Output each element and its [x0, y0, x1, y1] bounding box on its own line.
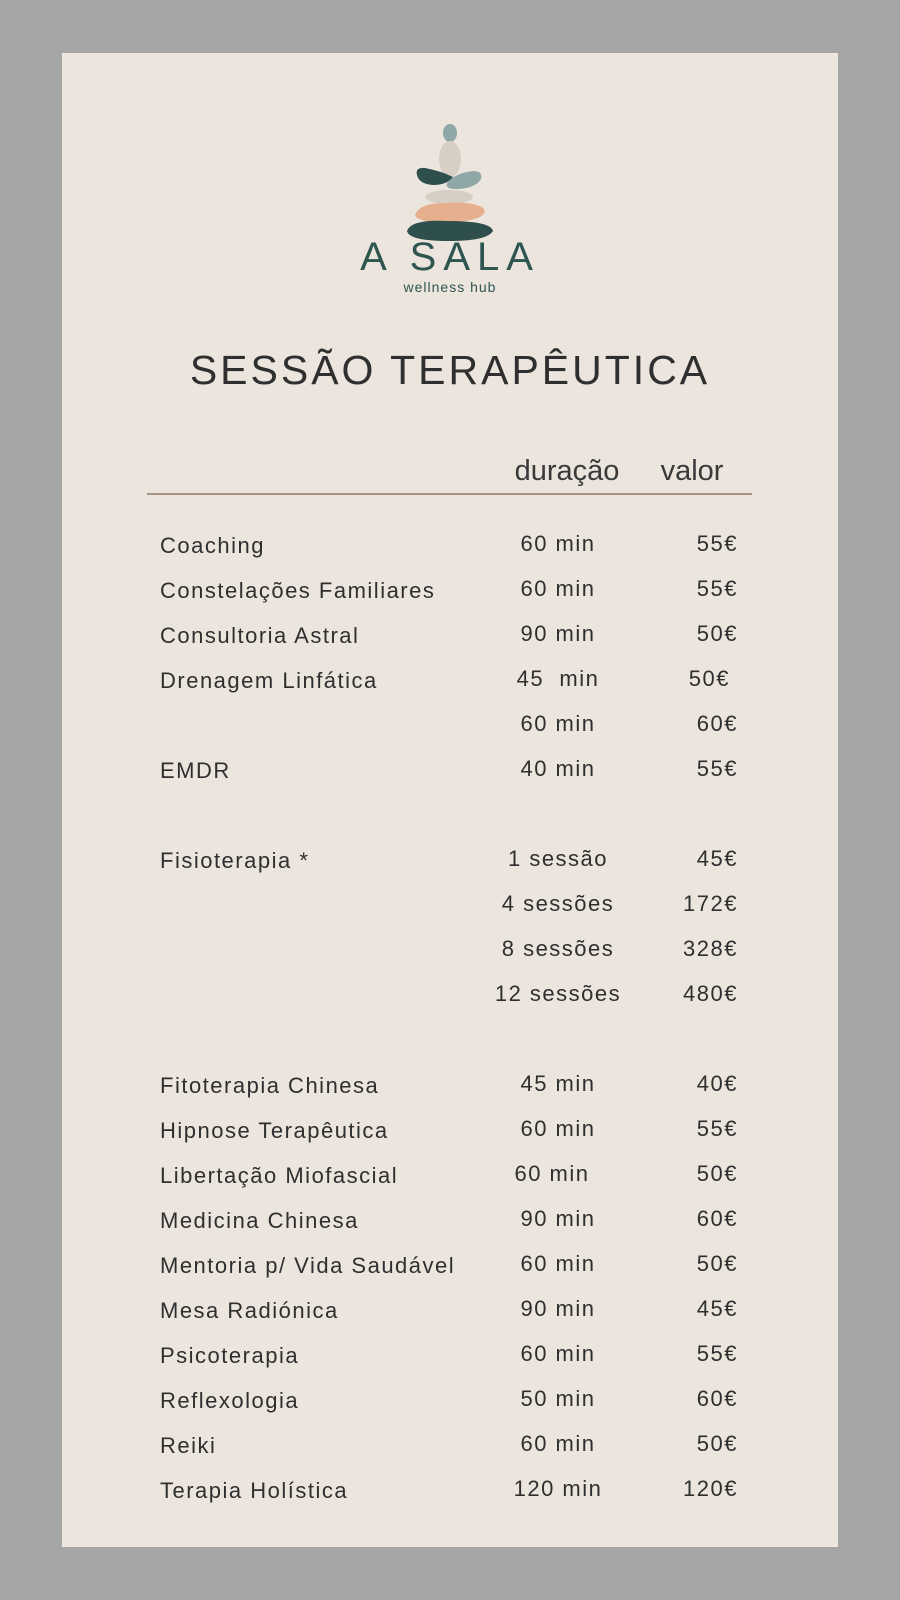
service-duration: 60 min	[520, 1251, 596, 1276]
price-column-header: valor	[660, 455, 724, 487]
service-price: 120€	[683, 1476, 738, 1501]
table-row	[160, 973, 760, 1018]
service-duration: 90 min	[520, 621, 596, 646]
service-price: 55€	[696, 756, 738, 781]
table-row	[160, 568, 760, 613]
service-duration: 50 min	[520, 1386, 596, 1411]
brand-tagline: wellness hub	[403, 279, 497, 295]
service-duration: 1 sessão	[507, 846, 609, 871]
service-duration: 12 sessões	[494, 981, 622, 1006]
table-row	[160, 1243, 760, 1288]
service-price: 60€	[696, 711, 738, 736]
service-duration: 40 min	[520, 756, 596, 781]
table-row	[160, 883, 760, 928]
service-price: 480€	[683, 981, 738, 1006]
service-name: Coaching	[160, 533, 265, 558]
service-name: Fitoterapia Chinesa	[160, 1073, 380, 1098]
service-price: 60€	[696, 1206, 738, 1231]
table-row	[160, 1333, 760, 1378]
table-row	[160, 523, 760, 568]
service-price: 55€	[696, 1116, 738, 1141]
service-duration: 90 min	[520, 1296, 596, 1321]
service-duration: 60 min	[520, 1431, 596, 1456]
service-name: Medicina Chinesa	[160, 1208, 359, 1233]
table-row	[160, 1378, 760, 1423]
service-price: 45€	[696, 1296, 738, 1321]
service-name: EMDR	[160, 758, 231, 783]
service-name: Terapia Holística	[160, 1478, 349, 1503]
page-title: SESSÃO TERAPÊUTICA	[189, 347, 711, 393]
table-row	[160, 613, 760, 658]
service-name: Hipnose Terapêutica	[160, 1118, 389, 1143]
service-name: Constelações Familiares	[160, 578, 436, 603]
table-row	[160, 658, 760, 703]
service-name: Fisioterapia *	[160, 848, 310, 873]
service-duration: 60 min	[520, 1116, 596, 1141]
service-duration: 60 min	[520, 576, 596, 601]
table-row	[160, 1423, 760, 1468]
service-price: 40€	[696, 1071, 738, 1096]
service-name: Mesa Radiónica	[160, 1298, 339, 1323]
stacked-stones-logo-icon	[395, 123, 505, 243]
duration-column-header: duração	[514, 455, 620, 487]
price-card	[62, 53, 838, 1547]
service-price: 328€	[683, 936, 738, 961]
service-price: 55€	[696, 1341, 738, 1366]
service-name: Reiki	[160, 1433, 217, 1458]
service-name: Drenagem Linfática	[160, 668, 378, 693]
table-header	[147, 453, 752, 495]
service-duration: 60 min	[520, 1341, 596, 1366]
service-price: 50€	[688, 666, 730, 691]
service-duration: 90 min	[520, 1206, 596, 1231]
service-price: 50€	[696, 1251, 738, 1276]
table-row	[160, 1153, 760, 1198]
service-duration: 60 min	[514, 1161, 590, 1186]
service-price: 50€	[696, 621, 738, 646]
brand-name: A SALA	[360, 235, 540, 279]
service-duration: 45 min	[520, 1071, 596, 1096]
service-price: 50€	[696, 1161, 738, 1186]
table-row	[160, 838, 760, 883]
service-duration: 120 min	[513, 1476, 603, 1501]
table-row	[160, 1468, 760, 1513]
services-table	[160, 523, 760, 1513]
table-row	[160, 1198, 760, 1243]
service-name: Libertação Miofascial	[160, 1163, 399, 1188]
service-name: Psicoterapia	[160, 1343, 300, 1368]
service-price: 45€	[696, 846, 738, 871]
service-price: 50€	[696, 1431, 738, 1456]
service-duration: 60 min	[520, 531, 596, 556]
table-row	[160, 1288, 760, 1333]
table-row	[160, 928, 760, 973]
service-name: Mentoria p/ Vida Saudável	[160, 1253, 456, 1278]
service-price: 55€	[696, 531, 738, 556]
logo	[62, 123, 838, 295]
table-row	[160, 748, 760, 793]
service-name: Consultoria Astral	[160, 623, 360, 648]
service-price: 60€	[696, 1386, 738, 1411]
table-row	[160, 703, 760, 748]
service-name: Reflexologia	[160, 1388, 300, 1413]
service-duration: 4 sessões	[501, 891, 615, 916]
service-duration: 60 min	[520, 711, 596, 736]
service-duration: 8 sessões	[501, 936, 615, 961]
service-price: 172€	[683, 891, 738, 916]
service-duration: 45 min	[516, 666, 600, 691]
table-row	[160, 1063, 760, 1108]
service-price: 55€	[696, 576, 738, 601]
table-row	[160, 1108, 760, 1153]
